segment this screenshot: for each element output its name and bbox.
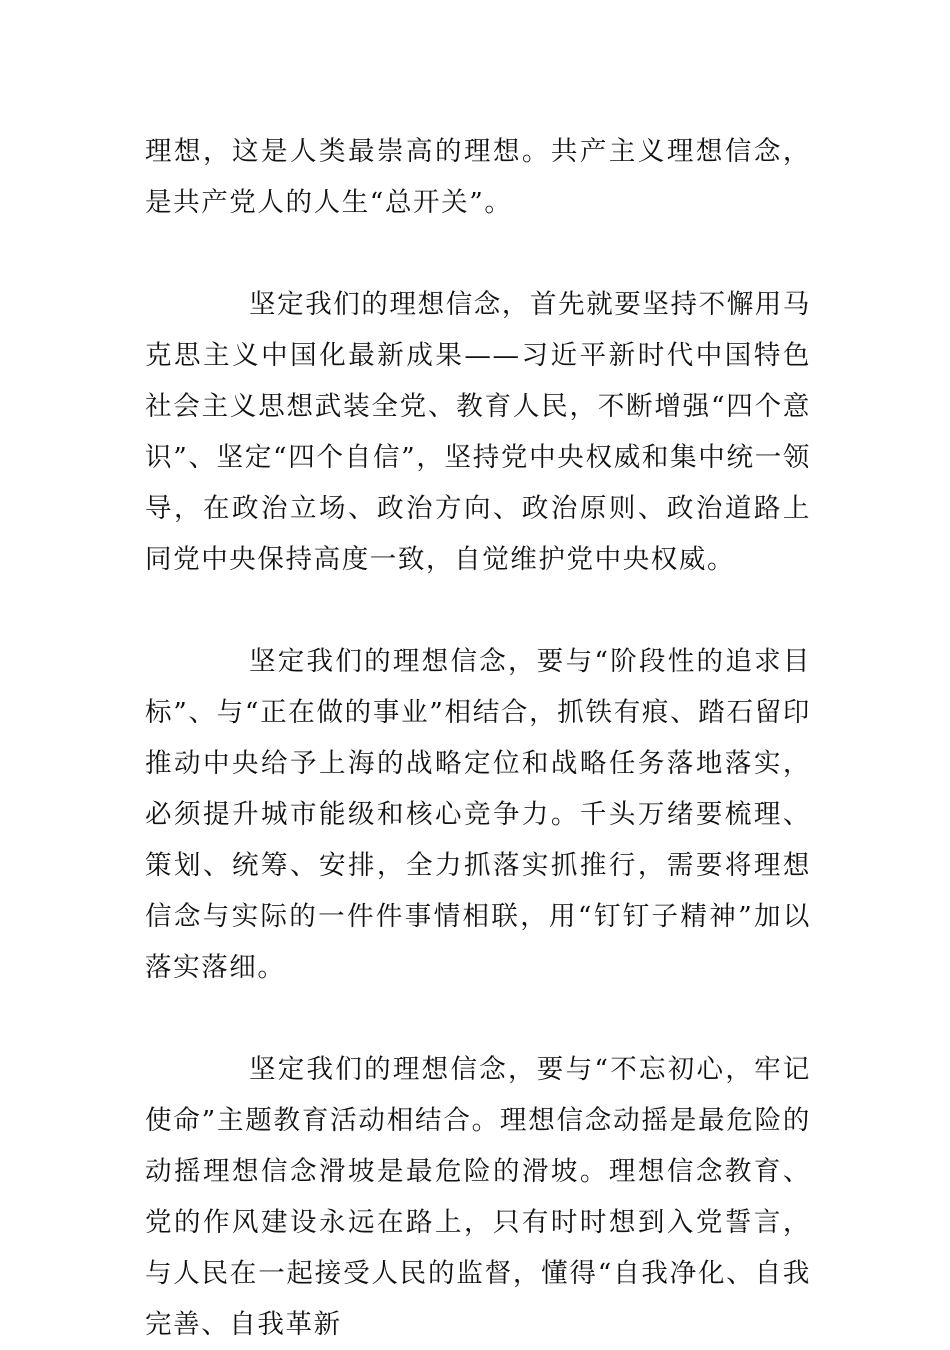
paragraph-continuation: 理想，这是人类最崇高的理想。共产主义理想信念，是共产党人的人生“总开关”。 <box>145 136 811 218</box>
paragraph-ideology: 坚定我们的理想信念，首先就要坚持不懈用马克思主义中国化最新成果——习近平新时代中国特色社会主义思想武装全党、教育人民，不断增强“四个意识”、坚定“四个自信”，坚持党中央权威和集中统一领导，在政治立场、政治方向、政治原则、政治道路上同党中央保持高度一致，自觉维护党中央权威。 <box>145 289 811 575</box>
paragraph-goals: 坚定我们的理想信念，要与“阶段性的追求目标”、与“正在做的事业”相结合，抓铁有痕、踏石留印推动中央给予上海的战略定位和战略任务落地落实，必须提升城市能级和核心竞争力。千头万绪要梳理、策划、统筹、安排，全力抓落实抓推行，需要将理想信念与实际的一件件事情相联，用“钉钉子精神”加以落实落细。 <box>145 646 811 983</box>
paragraph-education: 坚定我们的理想信念，要与“不忘初心，牢记使命”主题教育活动相结合。理想信念动摇是最危险的动摇理想信念滑坡是最危险的滑坡。理想信念教育、党的作风建设永远在路上，只有时时想到入党誓言，与人民在一起接受人民的监督，懂得“自我净化、自我完善、自我革新 <box>145 1054 811 1340</box>
document-body <box>145 126 811 1350</box>
